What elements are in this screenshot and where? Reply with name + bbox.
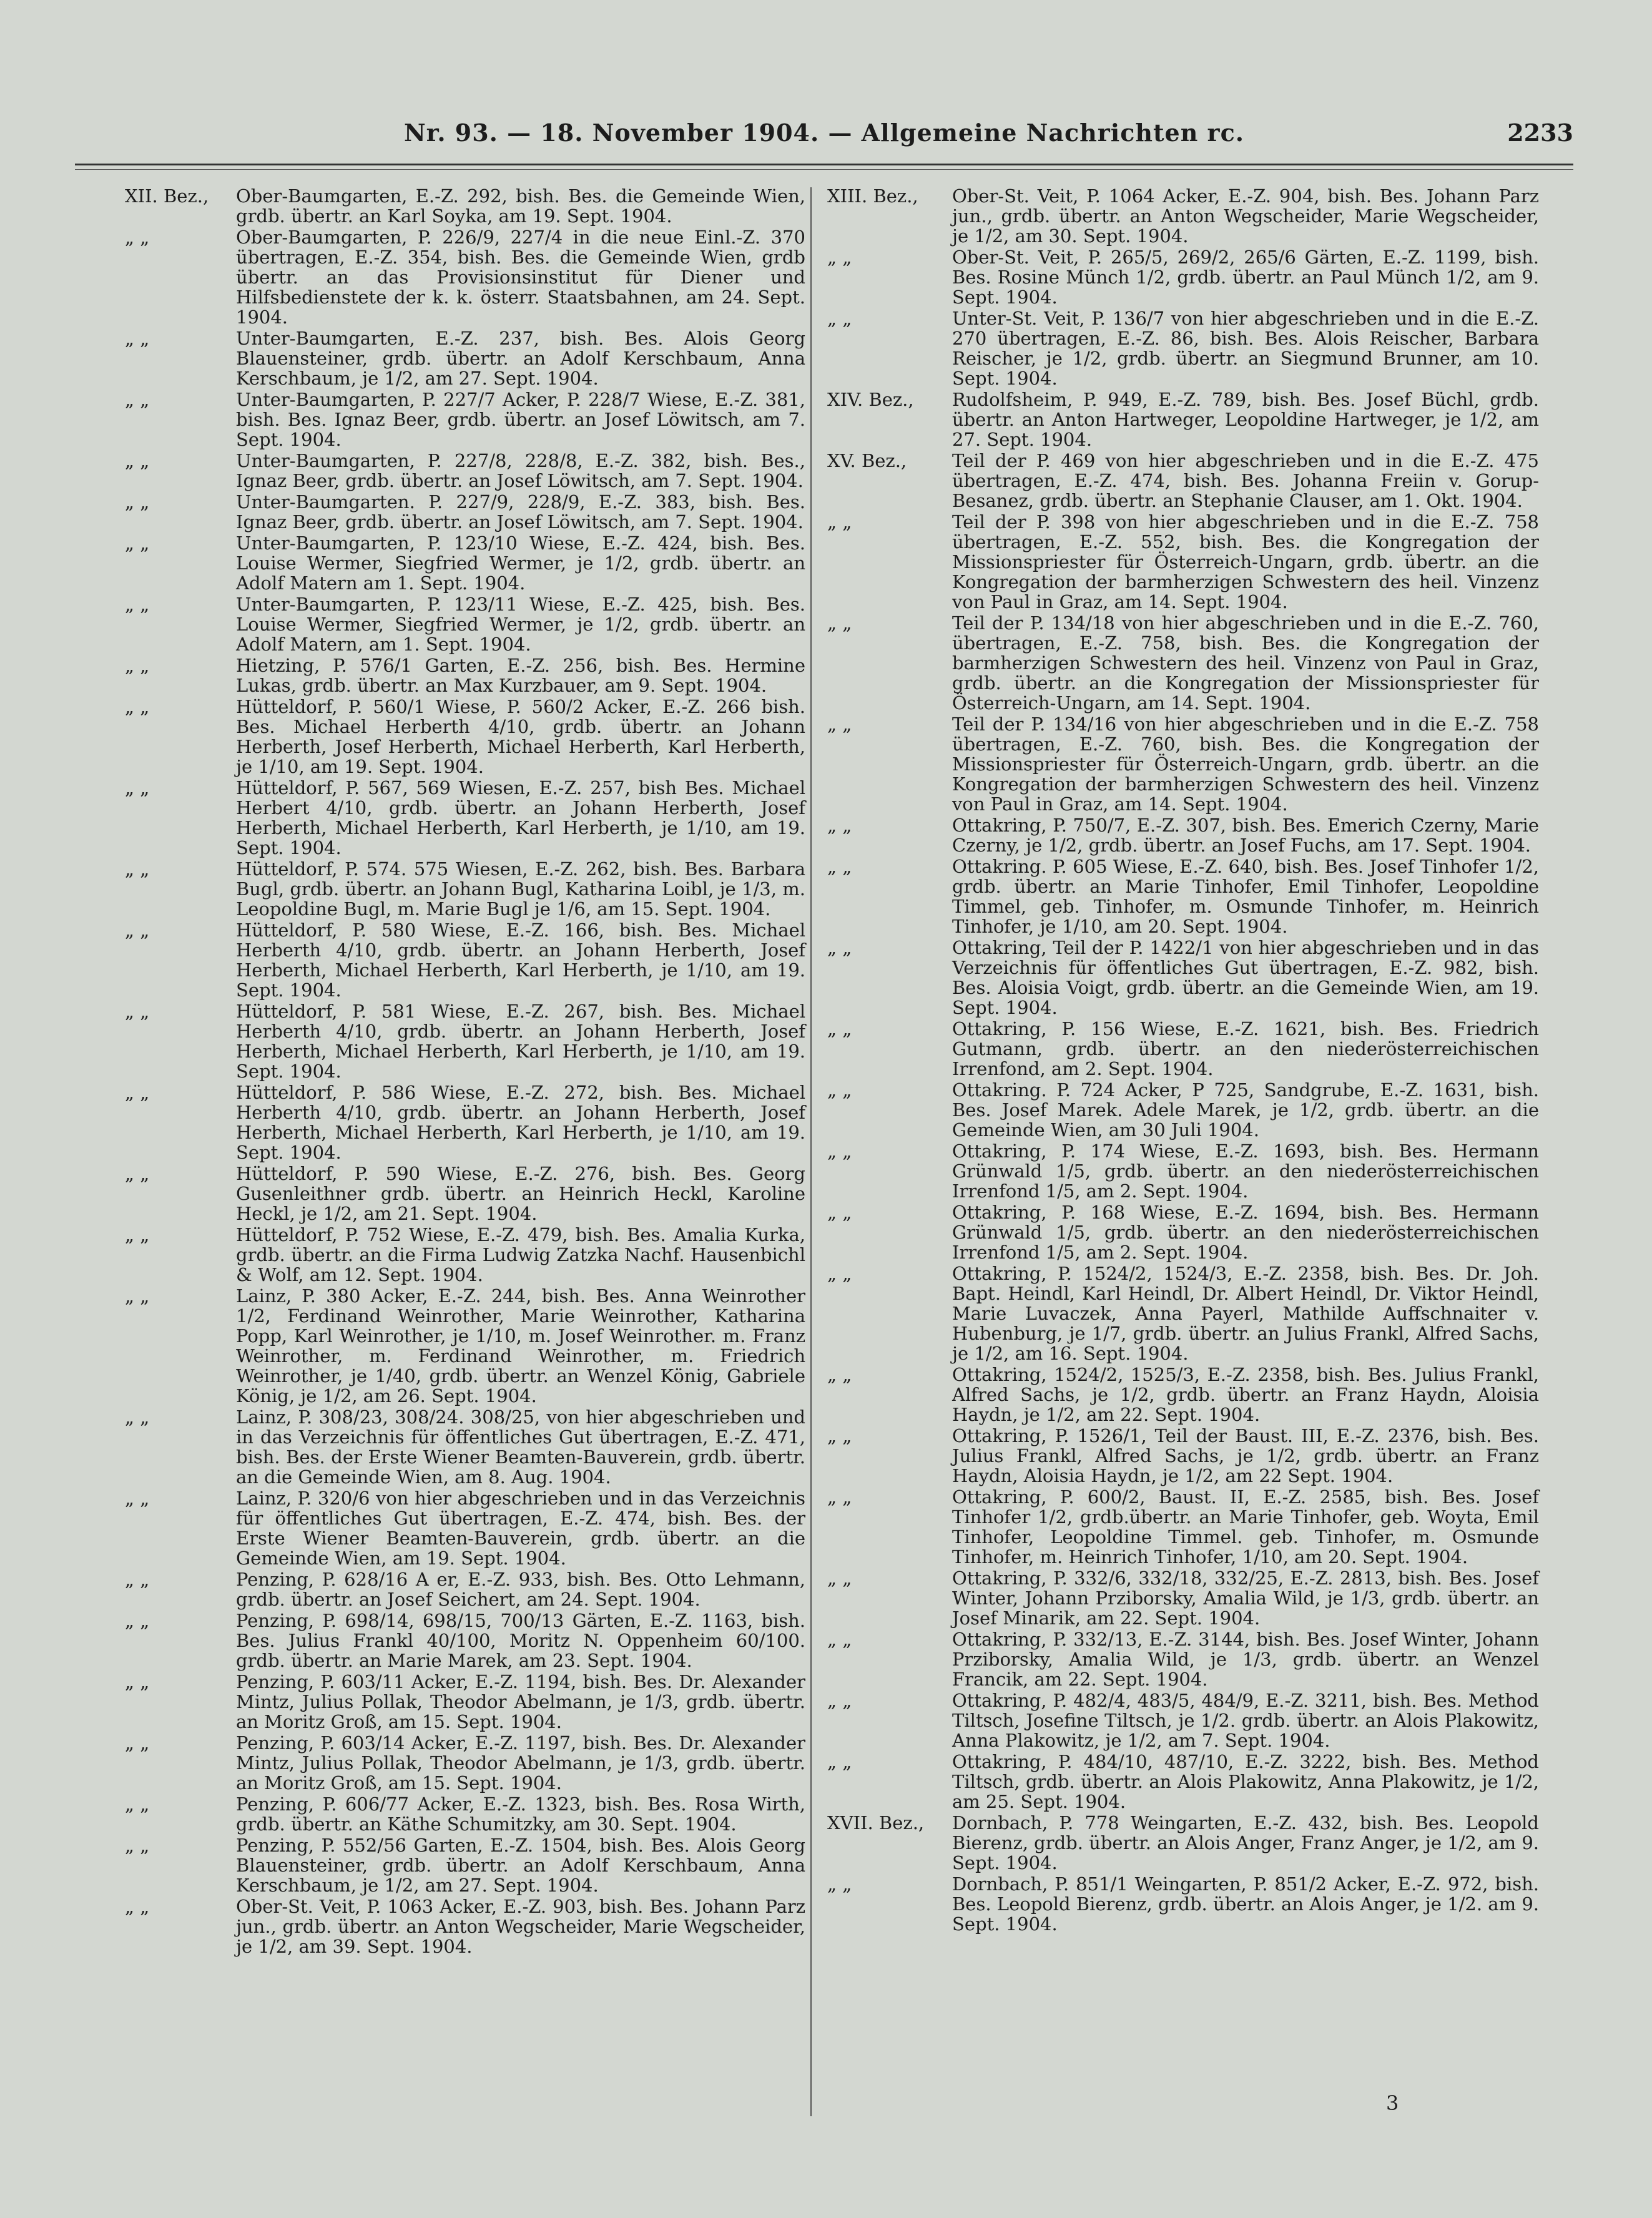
register-entry [827, 1426, 1539, 1486]
district-label: „ „ [125, 1732, 150, 1754]
register-entry [827, 390, 1539, 449]
register-entry [827, 1813, 1539, 1873]
page-header [75, 119, 1573, 162]
register-entry [125, 859, 805, 919]
register-entry [827, 1019, 1539, 1079]
page-number: 2233 [1507, 119, 1573, 147]
district-label: „ „ [125, 1224, 150, 1245]
entry-text: Hütteldorf, P. 590 Wiese, E.-Z. 276, bish. Bes. Georg Gusenleithner grdb. übertr. an Heinrich Heckl, Karoline Heckl, je 1/2, am 21. Sept. 1904. [236, 1163, 805, 1224]
register-entry [827, 1487, 1539, 1567]
district-label: „ „ [125, 227, 150, 248]
district-label: „ „ [827, 612, 852, 634]
register-entry [125, 1001, 805, 1081]
district-label: „ „ [125, 491, 150, 513]
entry-text: Ottakring, Teil der P. 1422/1 von hier abgeschrieben und in das Verzeichnis für öffentliches Gut übertragen, E.-Z. 982, bish. Bes. Aloisia Voigt, grdb. übertr. an die Gemeinde Wien, am 19. Sept. 1904. [952, 937, 1539, 1018]
entry-text: Teil der P. 398 von hier abgeschrieben und in die E.-Z. 758 übertragen, E.-Z. 552, bish. Bes. die Kongregation der Missionspriester für Österreich-Ungarn, grdb. übertr. an die Kongregation der barmherzigen Schwestern des heil. Vinzenz von Paul in Graz, am 14. Sept. 1904. [952, 511, 1539, 612]
register-entry [125, 328, 805, 388]
district-label: XV. Bez., [827, 450, 907, 471]
district-label: „ „ [125, 328, 150, 349]
register-entry [827, 1752, 1539, 1812]
entry-text: Unter-Baumgarten, P. 227/7 Acker, P. 228/7 Wiese, E.-Z. 381, bish. Bes. Ignaz Beer, grdb. übertr. an Josef Löwitsch, am 7. Sept. 1904. [236, 389, 805, 450]
register-entry [125, 451, 805, 491]
register-entry [827, 512, 1539, 612]
entry-text: Ober-Baumgarten, E.-Z. 292, bish. Bes. die Gemeinde Wien, grdb. übertr. an Karl Soyka, am 19. Sept. 1904. [236, 185, 805, 227]
entry-text: Ottakring. P. 724 Acker, P 725, Sandgrube, E.-Z. 1631, bish. Bes. Josef Marek. Adele Marek, je 1/2, grdb. übertr. an die Gemeinde Wien, am 30 Juli 1904. [952, 1079, 1539, 1141]
district-label: „ „ [827, 1202, 852, 1223]
register-entry [827, 186, 1539, 246]
entry-text: Unter-Baumgarten. P. 227/9, 228/9, E.-Z. 383, bish. Bes. Ignaz Beer, grdb. übertr. an Josef Löwitsch, am 7. Sept. 1904. [236, 491, 805, 532]
register-entry [125, 778, 805, 858]
district-label: „ „ [125, 1285, 150, 1307]
footer-page-marker: 3 [1386, 2091, 1399, 2115]
register-entry [827, 1629, 1539, 1689]
entry-text: Dornbach, P. 851/1 Weingarten, P. 851/2 Acker, E.-Z. 972, bish. Bes. Leopold Bierenz, grdb. übertr. an Alois Anger, je 1/2. am 9. Sept. 1904. [952, 1873, 1539, 1935]
district-label: „ „ [125, 1488, 150, 1509]
entry-text: Teil der P. 134/18 von hier abgeschrieben und in die E.-Z. 760, übertragen, E.-Z. 758, bish. Bes. die Kongregation der barmherzigen Schwestern des heil. Vinzenz von Paul in Graz, grdb. übertr. an die Kongregation der Missionspriester für Österreich-Ungarn, am 14. Sept. 1904. [952, 612, 1539, 714]
entry-text: Ottakring, P. 332/13, E.-Z. 3144, bish. Bes. Josef Winter, Johann Prziborsky, Amalia Wild, je 1/3, grdb. übertr. an Wenzel Francik, am 22. Sept. 1904. [952, 1629, 1539, 1690]
left-column [125, 186, 805, 1958]
register-entry [827, 1264, 1539, 1363]
register-entry [125, 227, 805, 327]
register-entry [125, 920, 805, 1000]
entry-text: Hütteldorf, P. 574. 575 Wiesen, E.-Z. 262, bish. Bes. Barbara Bugl, grdb. übertr. an Johann Bugl, Katharina Loibl, je 1/3, m. Leopoldine Bugl, m. Marie Bugl je 1/6, am 15. Sept. 1904. [236, 858, 805, 920]
register-entry [125, 594, 805, 654]
entry-text: Ottakring, P. 332/6, 332/18, 332/25, E.-Z. 2813, bish. Bes. Josef Winter, Johann Prziborsky, Amalia Wild, je 1/3, grdb. übertr. an Josef Minarik, am 22. Sept. 1904. [952, 1568, 1539, 1629]
register-entry [125, 1897, 805, 1956]
register-entry [827, 856, 1539, 936]
district-label: „ „ [827, 1364, 852, 1385]
register-entry [827, 308, 1539, 388]
entry-text: Unter-St. Veit, P. 136/7 von hier abgeschrieben und in die E.-Z. 270 übertragen, E.-Z. 86, bish. Bes. Alois Reischer, Barbara Reischer, je 1/2, grdb. übertr. an Siegmund Brunner, am 10. Sept. 1904. [952, 308, 1539, 389]
entry-text: Ottakring, 1524/2, 1525/3, E.-Z. 2358, bish. Bes. Julius Frankl, Alfred Sachs, je 1/2, grdb. übertr. an Franz Haydn, Aloisia Haydn, je 1/2, am 22. Sept. 1904. [952, 1364, 1539, 1425]
page-title: Nr. 93. — 18. November 1904. — Allgemeine Nachrichten rc. [404, 119, 1244, 147]
entry-text: Lainz, P. 380 Acker, E.-Z. 244, bish. Bes. Anna Weinrother 1/2, Ferdinand Weinrother, Marie Weinrother, Katharina Popp, Karl Weinrother, je 1/10, m. Josef Weinrother. m. Franz Weinrother, m. Ferdinand Weinrother, m. Friedrich Weinrother, je 1/40, grdb. übertr. an Wenzel König, Gabriele König, je 1/2, am 26. Sept. 1904. [236, 1285, 805, 1406]
entry-text: Ottakring, P. 600/2, Baust. II, E.-Z. 2585, bish. Bes. Josef Tinhofer 1/2, grdb.übertr. an Marie Tinhofer, geb. Woyta, Emil Tinhofer, Leopoldine Timmel. geb. Tinhofer, m. Osmunde Tinhofer, m. Heinrich Tinhofer, 1/10, am 20. Sept. 1904. [952, 1486, 1539, 1568]
entry-text: Lainz, P. 320/6 von hier abgeschrieben und in das Verzeichnis für öffentliches Gut übertragen, E.-Z. 474, bish. Bes. der Erste Wiener Beamten-Bauverein, grdb. übertr. an die Gemeinde Wien, am 19. Sept. 1904. [236, 1488, 805, 1569]
district-label: „ „ [125, 696, 150, 717]
register-entry [125, 1082, 805, 1162]
register-entry [125, 1794, 805, 1834]
entry-text: Ober-St. Veit, P. 265/5, 269/2, 265/6 Gärten, E.-Z. 1199, bish. Bes. Rosine Münch 1/2, grdb. übertr. an Paul Münch 1/2, am 9. Sept. 1904. [952, 247, 1539, 308]
entry-text: Hütteldorf, P. 567, 569 Wiesen, E.-Z. 257, bish Bes. Michael Herbert 4/10, grdb. übertr. an Johann Herberth, Josef Herberth, Michael Herberth, Karl Herberth, je 1/10, am 19. Sept. 1904. [236, 777, 805, 858]
register-entry [827, 1202, 1539, 1262]
district-label: „ „ [125, 1001, 150, 1022]
district-label: „ „ [125, 920, 150, 941]
district-label: „ „ [827, 714, 852, 735]
district-label: „ „ [827, 1629, 852, 1650]
register-entry [827, 714, 1539, 814]
district-label: XIV. Bez., [827, 389, 914, 410]
district-label: „ „ [125, 1082, 150, 1103]
district-label: „ „ [125, 655, 150, 676]
entry-text: Unter-Baumgarten, P. 227/8, 228/8, E.-Z. 382, bish. Bes., Ignaz Beer, grdb. übertr. an Josef Löwitsch, am 7. Sept. 1904. [236, 450, 805, 491]
entry-text: Ottakring, P. 168 Wiese, E.-Z. 1694, bish. Bes. Hermann Grünwald 1/5, grdb. übertr. an den niederösterreichischen Irrenfond 1/5, am 2. Sept. 1904. [952, 1202, 1539, 1263]
entry-text: Hütteldorf, P. 752 Wiese, E.-Z. 479, bish. Bes. Amalia Kurka, grdb. übertr. an die Firma Ludwig Zatzka Nachf. Hausenbichl & Wolf, am 12. Sept. 1904. [236, 1224, 805, 1285]
register-entry [827, 938, 1539, 1018]
entry-text: Ottakring, P. 156 Wiese, E.-Z. 1621, bish. Bes. Friedrich Gutmann, grdb. übertr. an den niederösterreichischen Irrenfond, am 2. Sept. 1904. [952, 1018, 1539, 1079]
district-label: XII. Bez., [125, 185, 209, 207]
district-label: „ „ [827, 1690, 852, 1711]
district-label: „ „ [125, 1163, 150, 1184]
entry-text: Hütteldorf, P. 581 Wiese, E.-Z. 267, bish. Bes. Michael Herberth 4/10, grdb. übertr. an Johann Herberth, Josef Herberth, Michael Herberth, Karl Herberth, je 1/10, am 19. Sept. 1904. [236, 1001, 805, 1082]
register-entry [827, 247, 1539, 307]
register-entry [125, 655, 805, 695]
district-label: XIII. Bez., [827, 185, 918, 207]
register-entry [827, 451, 1539, 511]
register-entry [125, 1164, 805, 1224]
district-label: „ „ [125, 1569, 150, 1590]
entry-text: Unter-Baumgarten, P. 123/11 Wiese, E.-Z. 425, bish. Bes. Louise Wermer, Siegfried Wermer, je 1/2, grdb. übertr. an Adolf Matern, am 1. Sept. 1904. [236, 594, 805, 655]
entry-text: Hietzing, P. 576/1 Garten, E.-Z. 256, bish. Bes. Hermine Lukas, grdb. übertr. an Max Kurzbauer, am 9. Sept. 1904. [236, 655, 805, 696]
entry-text: Dornbach, P. 778 Weingarten, E.-Z. 432, bish. Bes. Leopold Bierenz, grdb. übertr. an Alois Anger, Franz Anger, je 1/2, am 9. Sept. 1904. [952, 1812, 1539, 1873]
entry-text: Lainz, P. 308/23, 308/24. 308/25, von hier abgeschrieben und in das Verzeichnis für öffentliches Gut übertragen, E.-Z. 471, bish. Bes. der Erste Wiener Beamten-Bauverein, grdb. übertr. an die Gemeinde Wien, am 8. Aug. 1904. [236, 1406, 805, 1488]
district-label: „ „ [827, 511, 852, 532]
register-entry [125, 1672, 805, 1732]
district-label: „ „ [125, 1794, 150, 1815]
district-label: „ „ [125, 777, 150, 798]
register-entry [827, 1141, 1539, 1201]
district-label: „ „ [827, 1486, 852, 1508]
district-label: „ „ [125, 389, 150, 410]
entry-text: Hütteldorf, P. 580 Wiese, E.-Z. 166, bish. Bes. Michael Herberth 4/10, grdb. übertr. an Johann Herberth, Josef Herberth, Michael Herberth, Karl Herberth, je 1/10, am 19. Sept. 1904. [236, 920, 805, 1001]
district-label: „ „ [125, 1671, 150, 1692]
entry-text: Ottakring, P. 1526/1, Teil der Baust. III, E.-Z. 2376, bish. Bes. Julius Frankl, Alfred Sachs, je 1/2, grdb. übertr. an Franz Haydn, Aloisia Haydn, je 1/2, am 22 Sept. 1904. [952, 1425, 1539, 1486]
entry-text: Ottakring, P. 750/7, E.-Z. 307, bish. Bes. Emerich Czerny, Marie Czerny, je 1/2, grdb. übertr. an Josef Fuchs, am 17. Sept. 1904. [952, 815, 1539, 856]
register-entry [827, 1568, 1539, 1628]
district-label: „ „ [125, 450, 150, 471]
entry-text: Penzing, P. 603/11 Acker, E.-Z. 1194, bish. Bes. Dr. Alexander Mintz, Julius Pollak, Theodor Abelmann, je 1/3, grdb. übertr. an Moritz Groß, am 15. Sept. 1904. [236, 1671, 805, 1732]
entry-text: Rudolfsheim, P. 949, E.-Z. 789, bish. Bes. Josef Büchl, grdb. übertr. an Anton Hartweger, Leopoldine Hartweger, je 1/2, am 27. Sept. 1904. [952, 389, 1539, 450]
entry-text: Penzing, P. 606/77 Acker, E.-Z. 1323, bish. Bes. Rosa Wirth, grdb. übertr. an Käthe Schumitzky, am 30. Sept. 1904. [236, 1794, 805, 1835]
register-entry [125, 1286, 805, 1406]
entry-text: Penzing, P. 628/16 A er, E.-Z. 933, bish. Bes. Otto Lehmann, grdb. übertr. an Josef Seichert, am 24. Sept. 1904. [236, 1569, 805, 1610]
register-entry [827, 1874, 1539, 1934]
header-rule [75, 164, 1573, 170]
right-column [827, 186, 1539, 1935]
district-label: „ „ [827, 1425, 852, 1446]
district-label: „ „ [125, 594, 150, 615]
register-entry [125, 186, 805, 226]
register-entry [125, 1835, 805, 1895]
register-entry [125, 533, 805, 593]
register-entry [125, 1488, 805, 1568]
entry-text: Hütteldorf, P. 586 Wiese, E.-Z. 272, bish. Bes. Michael Herberth 4/10, grdb. übertr. an Johann Herberth, Josef Herberth, Michael Herberth, Karl Herberth, je 1/10, am 19. Sept. 1904. [236, 1082, 805, 1163]
register-entry [125, 1407, 805, 1487]
district-label: „ „ [125, 1835, 150, 1856]
district-label: „ „ [125, 1610, 150, 1631]
district-label: „ „ [125, 858, 150, 880]
district-label: „ „ [827, 1263, 852, 1284]
column-divider [810, 187, 812, 2116]
district-label: „ „ [827, 247, 852, 268]
entry-text: Teil der P. 134/16 von hier abgeschrieben und in die E.-Z. 758 übertragen, E.-Z. 760, bish. Bes. die Kongregation der Missionspriester für Österreich-Ungarn, grdb. übertr. an die Kongregation der barmherzigen Schwestern des heil. Vinzenz von Paul in Graz, am 14. Sept. 1904. [952, 714, 1539, 815]
district-label: „ „ [827, 1751, 852, 1772]
district-label: „ „ [827, 937, 852, 958]
district-label: „ „ [827, 1568, 852, 1589]
district-label: „ „ [125, 1896, 150, 1917]
register-entry [827, 1080, 1539, 1140]
district-label: „ „ [125, 532, 150, 554]
district-label: „ „ [827, 308, 852, 329]
entry-text: Penzing, P. 552/56 Garten, E.-Z. 1504, bish. Bes. Alois Georg Blauensteiner, grdb. übertr. an Adolf Kerschbaum, Anna Kerschbaum, je 1/2, am 27. Sept. 1904. [236, 1835, 805, 1896]
register-entry [125, 1733, 805, 1793]
entry-text: Teil der P. 469 von hier abgeschrieben und in die E.-Z. 475 übertragen, E.-Z. 474, bish. Bes. Johanna Freiin v. Gorup-Besanez, grdb. übertr. an Stephanie Clauser, am 1. Okt. 1904. [952, 450, 1539, 511]
district-label: „ „ [827, 1141, 852, 1162]
register-entry [827, 815, 1539, 855]
register-entry [125, 1569, 805, 1609]
entry-text: Ober-St. Veit, P. 1063 Acker, E.-Z. 903, bish. Bes. Johann Parz jun., grdb. übertr. an Anton Wegscheider, Marie Wegscheider, je 1/2, am 39. Sept. 1904. [236, 1896, 805, 1957]
register-entry [125, 1225, 805, 1285]
entry-text: Ober-Baumgarten, P. 226/9, 227/4 in die neue Einl.-Z. 370 übertragen, E.-Z. 354, bish. Bes. die Gemeinde Wien, grdb übertr. an das Provisionsinstitut für Diener und Hilfsbedienstete der k. k. österr. Staatsbahnen, am 24. Sept. 1904. [236, 227, 805, 328]
entry-text: Unter-Baumgarten, E.-Z. 237, bish. Bes. Alois Georg Blauensteiner, grdb. übertr. an Adolf Kerschbaum, Anna Kerschbaum, je 1/2, am 27. Sept. 1904. [236, 328, 805, 389]
entry-text: Ottakring, P. 482/4, 483/5, 484/9, E.-Z. 3211, bish. Bes. Method Tiltsch, Josefine Tiltsch, je 1/2. grdb. übertr. an Alois Plakowitz, Anna Plakowitz, je 1/2, am 7. Sept. 1904. [952, 1690, 1539, 1751]
register-entry [125, 1611, 805, 1671]
register-entry [125, 492, 805, 532]
district-label: „ „ [827, 1079, 852, 1101]
entry-text: Ottakring. P. 605 Wiese, E.-Z. 640, bish. Bes. Josef Tinhofer 1/2, grdb. übertr. an Marie Tinhofer, Emil Tinhofer, Leopoldine Timmel, geb. Tinhofer, m. Osmunde Tinhofer, m. Heinrich Tinhofer, je 1/10, am 20. Sept. 1904. [952, 856, 1539, 937]
district-label: „ „ [827, 856, 852, 877]
district-label: „ „ [827, 815, 852, 836]
register-entry [125, 697, 805, 777]
entry-text: Hütteldorf, P. 560/1 Wiese, P. 560/2 Acker, E.-Z. 266 bish. Bes. Michael Herberth 4/10, grdb. übertr. an Johann Herberth, Josef Herberth, Michael Herberth, Karl Herberth, je 1/10, am 19. Sept. 1904. [236, 696, 805, 777]
district-label: „ „ [827, 1873, 852, 1895]
entry-text: Ottakring, P. 484/10, 487/10, E.-Z. 3222, bish. Bes. Method Tiltsch, grdb. übertr. an Alois Plakowitz, Anna Plakowitz, je 1/2, am 25. Sept. 1904. [952, 1751, 1539, 1812]
entry-text: Ottakring, P. 174 Wiese, E.-Z. 1693, bish. Bes. Hermann Grünwald 1/5, grdb. übertr. an den niederösterreichischen Irrenfond 1/5, am 2. Sept. 1904. [952, 1141, 1539, 1202]
entry-text: Ober-St. Veit, P. 1064 Acker, E.-Z. 904, bish. Bes. Johann Parz jun., grdb. übertr. an Anton Wegscheider, Marie Wegscheider, je 1/2, am 30. Sept. 1904. [952, 185, 1539, 247]
register-entry [125, 390, 805, 449]
register-entry [827, 1690, 1539, 1750]
register-entry [827, 613, 1539, 713]
entry-text: Unter-Baumgarten, P. 123/10 Wiese, E.-Z. 424, bish. Bes. Louise Wermer, Siegfried Wermer, je 1/2, grdb. übertr. an Adolf Matern am 1. Sept. 1904. [236, 532, 805, 594]
entry-text: Ottakring, P. 1524/2, 1524/3, E.-Z. 2358, bish. Bes. Dr. Joh. Bapt. Heindl, Karl Heindl, Dr. Albert Heindl, Dr. Viktor Heindl, Marie Luvaczek, Anna Payerl, Mathilde Auffschnaiter v. Hubenburg, je 1/7, grdb. übertr. an Julius Frankl, Alfred Sachs, je 1/2, am 16. Sept. 1904. [952, 1263, 1539, 1364]
district-label: „ „ [125, 1406, 150, 1428]
entry-text: Penzing, P. 603/14 Acker, E.-Z. 1197, bish. Bes. Dr. Alexander Mintz, Julius Pollak, Theodor Abelmann, je 1/3, grdb. übertr. an Moritz Groß, am 15. Sept. 1904. [236, 1732, 805, 1794]
register-entry [827, 1365, 1539, 1425]
district-label: XVII. Bez., [827, 1812, 925, 1833]
entry-text: Penzing, P. 698/14, 698/15, 700/13 Gärten, E.-Z. 1163, bish. Bes. Julius Frankl 40/100, Moritz N. Oppenheim 60/100. grdb. übertr. an Marie Marek, am 23. Sept. 1904. [236, 1610, 805, 1671]
district-label: „ „ [827, 1018, 852, 1039]
